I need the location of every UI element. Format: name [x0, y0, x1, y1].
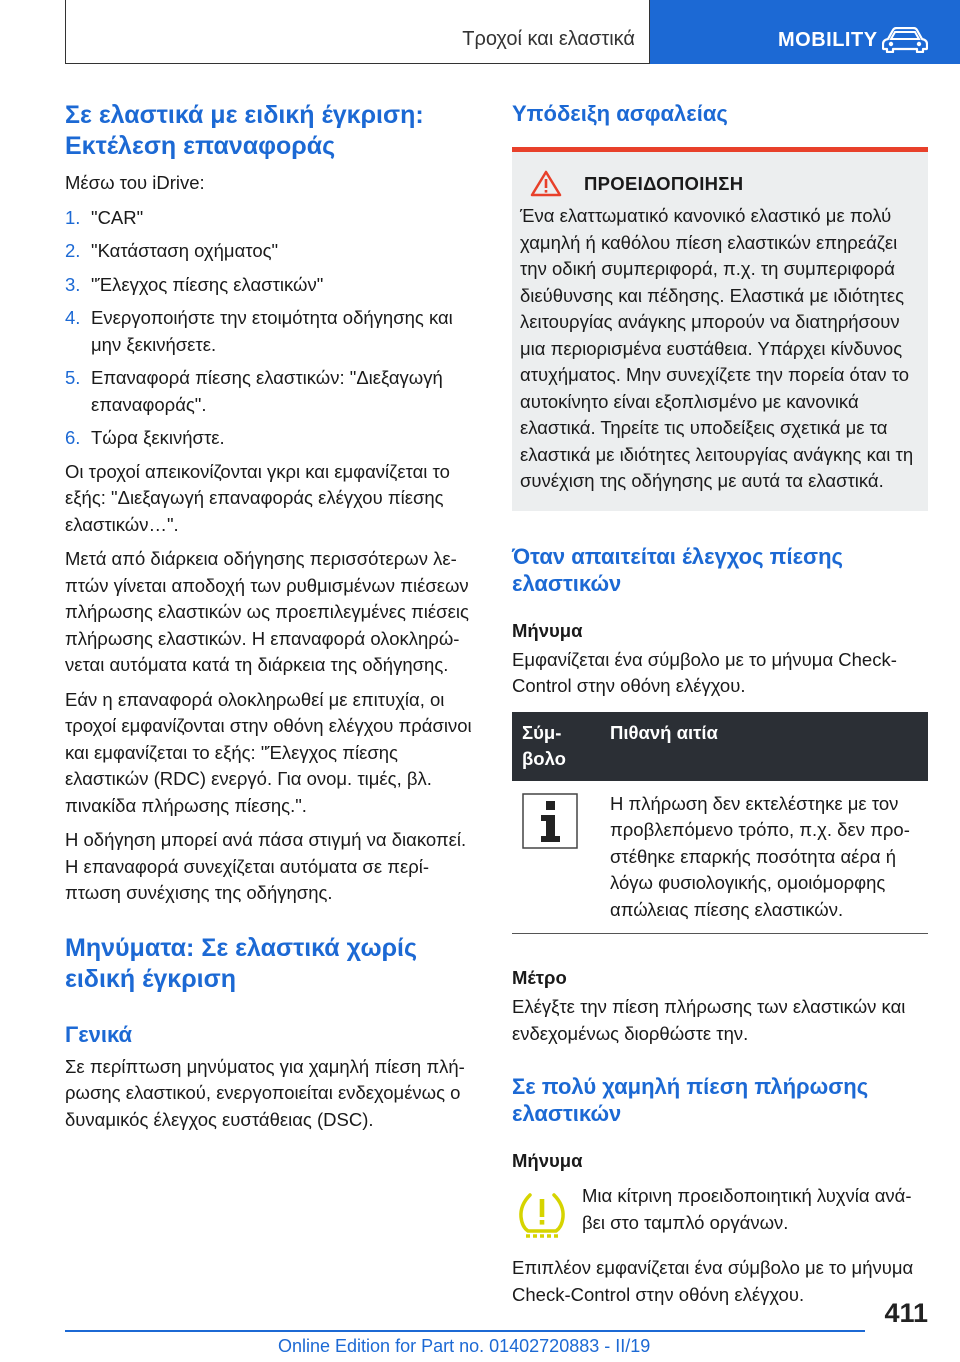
list-item: 4. Ενεργοποιήστε την ετοιμότητα οδήγησης και μην ξεκινήσετε. [65, 307, 453, 355]
warning-box [512, 147, 928, 511]
heading-safety: Υπόδειξη ασφαλείας [512, 101, 728, 126]
heading-messages: Μηνύματα: Σε ελαστικά χωρίς ειδική έγκριση [65, 933, 417, 993]
chapter-label: MOBILITY [778, 29, 878, 51]
heading-check: Όταν απαιτείται έλεγχος πίεσης ελαστικών [512, 543, 843, 596]
paragraph: Εμφανίζεται ένα σύμβολο με το μήνυμα Check-Control στην οθόνη ελέγχου. [512, 648, 897, 696]
left-column [65, 100, 475, 1133]
paragraph: Η οδήγηση μπορεί ανά πάσα στιγμή να διακοπεί. Η επαναφορά συνεχίζεται αυτόματα σε περίπτωση συνέχισης της οδήγησης. [65, 829, 467, 903]
warning-triangle-icon [530, 170, 562, 197]
edition-text: Online Edition for Part no. 01402720883 - II/19 [278, 1336, 651, 1356]
paragraph: Σε περίπτωση μηνύματος για χαμηλή πίεση πλήρωσης ελαστικού, ενεργοποιείται ενδεχομένως ο δυναμικός έλεγχος ευστάθειας (DSC). [65, 1055, 465, 1130]
symbol-cell [512, 781, 600, 934]
column-header-symbol: Σύμβολο [512, 712, 600, 781]
heading-reset: Σε ελαστικά με ειδική έγκριση: Εκτέλεση επαναφοράς [65, 101, 424, 160]
cause-cell: Η πλήρωση δεν εκτελέστηκε με τον προβλεπόμενο τρόπο, π.χ. δεν προστέθηκε επαρκής ποσότητα αέρα ή λόγω φυσιολογικής, ομοιόμορφης απώλειας πίεσης ελαστικών. [600, 781, 928, 934]
paragraph: Εάν η επαναφορά ολοκληρωθεί με επιτυχία, οι τροχοί εμφανίζονται στην οθόνη ελέγχου πράσινοι και εμφανίζεται το εξής: "Έλεγχος πίεσης ελαστικών (RDC) ενεργό. Για ονομ. τιμές, βλ. πινακίδα πλήρωσης πίεσης.". [65, 688, 472, 816]
symbol-table [512, 712, 928, 935]
page-number: 411 [884, 1298, 928, 1328]
list-item: 3. "Έλεγχος πίεσης ελαστικών" [65, 273, 324, 295]
message-label: Μήνυμα [512, 619, 583, 641]
warning-text: Ένα ελαττωματικό κανονικό ελαστικό με πολύ χαμηλή ή καθόλου πίεση ελαστικών επηρεάζει την οδική συμπεριφορά, π.χ. τη συμπεριφορά διεύθυνσης και πέδησης. Ελαστικά με ιδιότητες λειτουργίας ανάγκης μπορούν να διατηρήσουν μια περιορισμένα ευστάθεια. Υπάρχει κίνδυνος ατυχήματος. Μην συνεχίζετε την πορεία όταν το αυτοκίνητο είναι εξοπλισμένο με κανονικά ελαστικά. Τηρείτε τις υποδείξεις σχετικά με τα ελαστικά με ιδιότητες λειτουργίας ανάγκης και τη συνέχιση της οδήγησης με αυτά τα ελαστικά. [520, 205, 914, 491]
steps-list [65, 205, 475, 452]
chapter-tab[interactable] [650, 0, 960, 64]
list-item: 6. Τώρα ξεκινήστε. [65, 427, 225, 448]
table-header-row [512, 712, 928, 781]
paragraph: Μια κίτρινη προειδοποιητική λυχνία ανάβει στο ταμπλό οργάνων. [582, 1185, 912, 1233]
measure-label: Μέτρο [512, 967, 567, 988]
list-item: 1. "CAR" [65, 206, 144, 228]
warning-title: ΠΡΟΕΙΔΟΠΟΙΗΣΗ [584, 172, 744, 194]
car-icon [882, 27, 928, 53]
lamp-message-row [512, 1183, 928, 1239]
paragraph: Οι τροχοί απεικονίζονται γκρι και εμφανίζεται το εξής: "Διεξαγωγή επαναφοράς ελέγχου πίεσης ελαστικών…". [65, 460, 450, 535]
paragraph: Επιπλέον εμφανίζεται ένα σύμβολο με το μήνυμα Check-Control στην οθόνη ελέγχου. [512, 1257, 914, 1305]
column-header-cause: Πιθανή αιτία [600, 712, 928, 781]
section-title: Τροχοί και ελαστικά [462, 28, 635, 50]
table-row [512, 781, 928, 934]
list-item: 5. Επαναφορά πίεσης ελαστικών: "Διεξαγωγή επαναφοράς". [65, 367, 443, 415]
info-icon [522, 793, 578, 849]
paragraph: Ελέγξτε την πίεση πλήρωσης των ελαστικών και ενδεχομένως διορθώστε την. [512, 996, 906, 1044]
right-column [512, 100, 928, 1308]
heading-general: Γενικά [65, 1021, 133, 1047]
header-section-box [65, 0, 650, 64]
message-label: Μήνυμα [512, 1150, 583, 1171]
paragraph: Μετά από διάρκεια οδήγησης περισσότερων λεπτών γίνεται αποδοχή των ρυθμισμένων πιέσεων πλήρωσης ελαστικών ως προεπιλεγμένες πιέσεις πλήρωσης ελαστικών. Η επαναφορά ολοκληρώνεται αυτόματα κατά τη διάρκεια της οδήγησης. [65, 548, 469, 675]
heading-low-pressure: Σε πολύ χαμηλή πίεση πλήρωσης ελαστικών [512, 1074, 869, 1126]
via-idrive-text: Μέσω του iDrive: [65, 172, 205, 193]
list-item: 2. "Κατάσταση οχήματος" [65, 240, 279, 261]
tire-pressure-warning-icon [516, 1187, 568, 1239]
footer-divider [65, 1330, 865, 1332]
